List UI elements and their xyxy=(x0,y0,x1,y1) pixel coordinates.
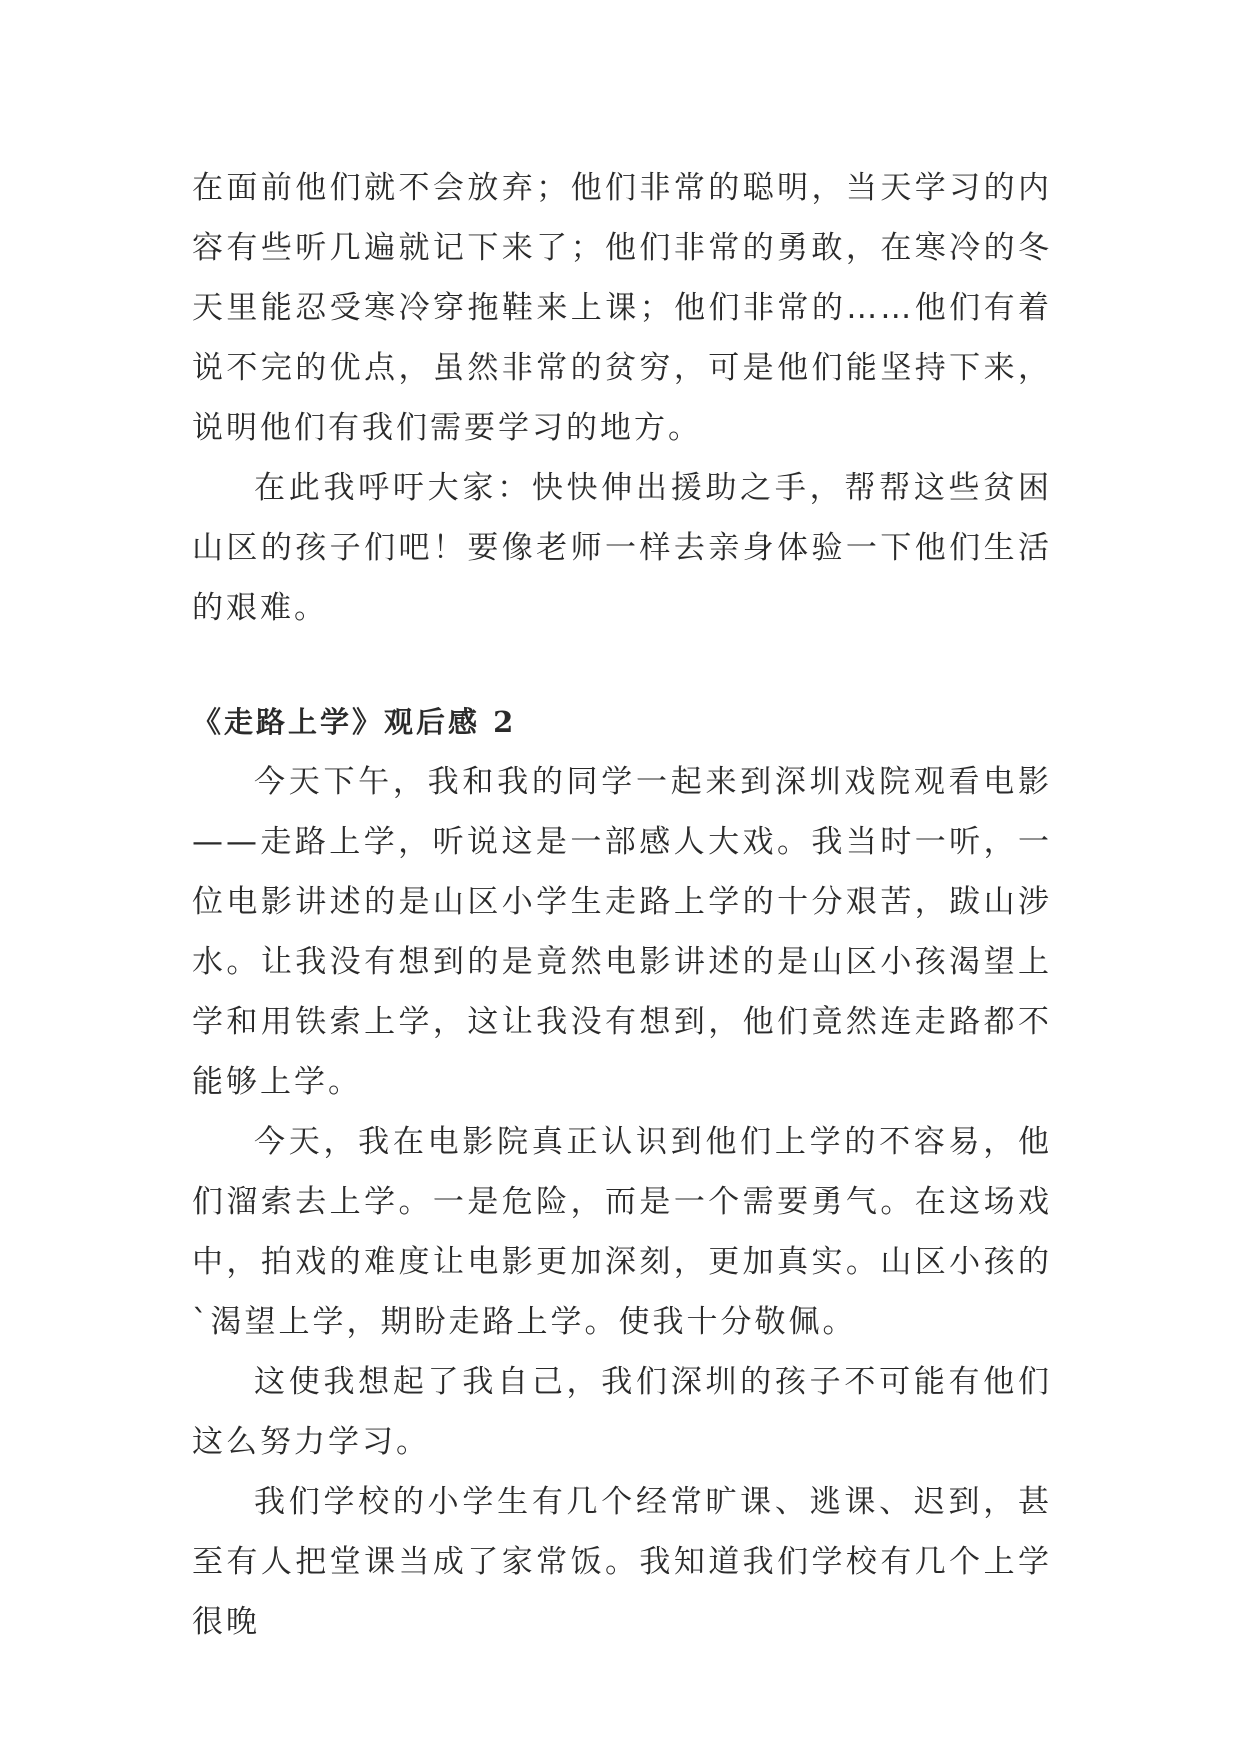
paragraph-2: 今天，我在电影院真正认识到他们上学的不容易，他们溜索去上学。一是危险，而是一个需要勇气。在这场戏中，拍戏的难度让电影更加深刻，更加真实。山区小孩的`渴望上学，期盼走路上学。使我十分敬佩。 xyxy=(192,1124,1052,1340)
paragraph-continued: 在面前他们就不会放弃；他们非常的聪明，当天学习的内容有些听几遍就记下来了；他们非常的勇敢，在寒冷的冬天里能忍受寒冷穿拖鞋来上课；他们非常的……他们有着说不完的优点，虽然非常的贫穷，可是他们能坚持下来，说明他们有我们需要学习的地方。 xyxy=(192,170,1052,446)
document-body xyxy=(192,158,1052,1652)
paragraph-4: 我们学校的小学生有几个经常旷课、逃课、迟到，甚至有人把堂课当成了家常饭。我知道我们学校有几个上学很晚 xyxy=(192,1484,1052,1640)
section-title: 《走路上学》观后感 2 xyxy=(192,705,517,739)
paragraph-3: 这使我想起了我自己，我们深圳的孩子不可能有他们这么努力学习。 xyxy=(192,1364,1052,1460)
paragraph-appeal: 在此我呼吁大家：快快伸出援助之手，帮帮这些贫困山区的孩子们吧！要像老师一样去亲身体验一下他们生活的艰难。 xyxy=(192,470,1052,626)
paragraph-1: 今天下午，我和我的同学一起来到深圳戏院观看电影——走路上学，听说这是一部感人大戏。我当时一听，一位电影讲述的是山区小学生走路上学的十分艰苦，跋山涉水。让我没有想到的是竟然电影讲述的是山区小孩渴望上学和用铁索上学，这让我没有想到，他们竟然连走路都不能够上学。 xyxy=(192,764,1052,1100)
